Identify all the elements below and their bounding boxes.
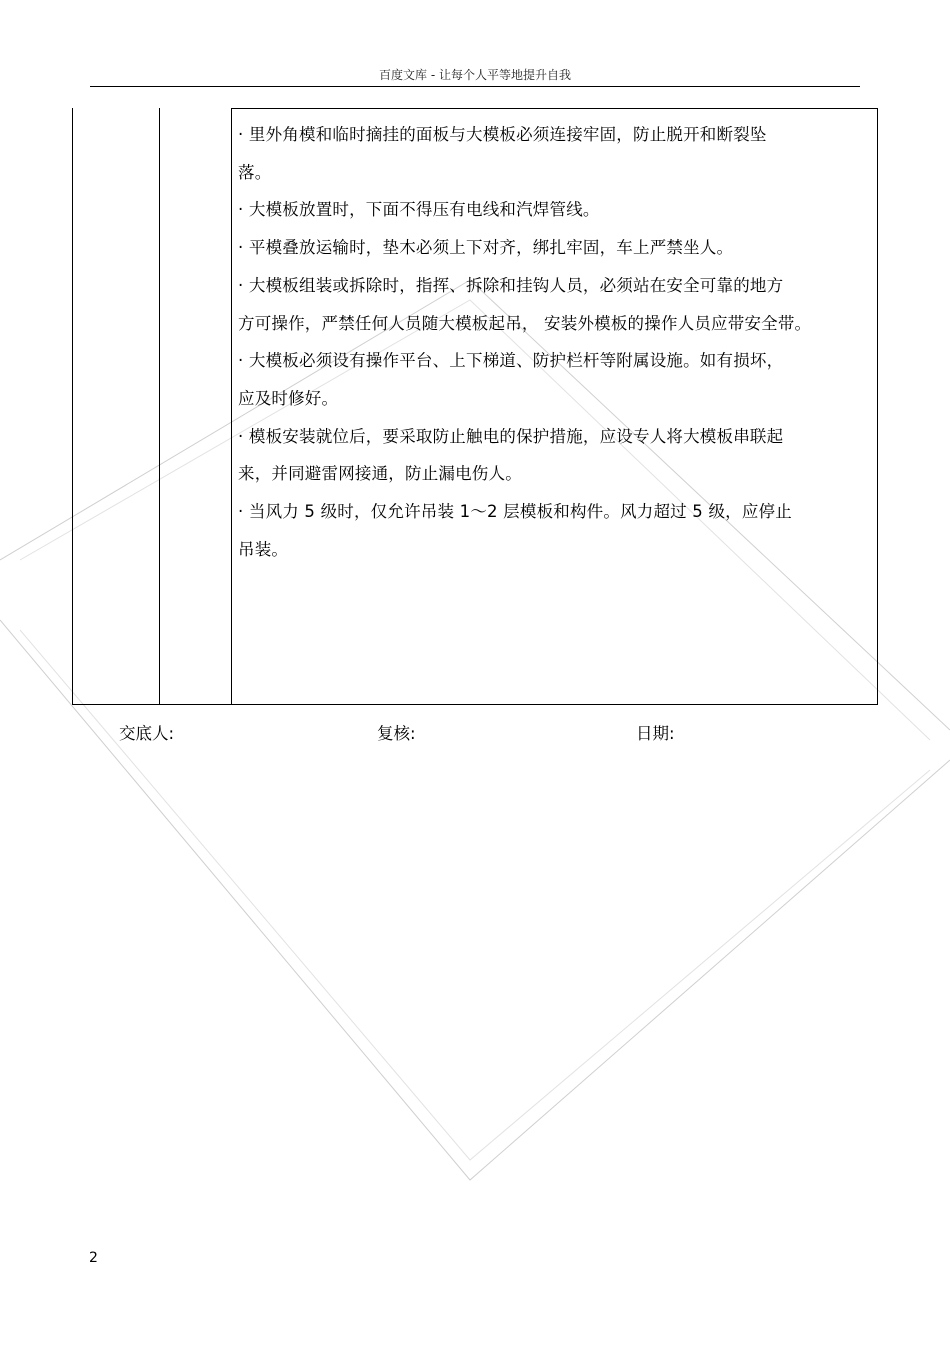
review-label: 复核: bbox=[377, 724, 416, 743]
content-line: · 当风力 5 级时，仅允许吊装 1～2 层模板和构件。风力超过 5 级，应停止 bbox=[238, 502, 792, 522]
safety-table bbox=[72, 108, 878, 705]
content-line: · 大模板组装或拆除时，指挥、拆除和挂钩人员，必须站在安全可靠的地方 bbox=[238, 275, 784, 295]
content-line: · 里外角模和临时摘挂的面板与大模板必须连接牢固，防止脱开和断裂坠 bbox=[238, 125, 767, 144]
content-line: · 平模叠放运输时，垫木必须上下对齐，绑扎牢固，车上严禁坐人。 bbox=[238, 238, 734, 258]
table-left-border bbox=[72, 108, 73, 704]
content-line: · 大模板放置时，下面不得压有电线和汽焊管线。 bbox=[238, 200, 600, 220]
page-header: 百度文库 - 让每个人平等地提升自我 bbox=[379, 68, 571, 82]
table-column-divider bbox=[159, 108, 160, 704]
safety-content-cell bbox=[231, 108, 878, 704]
date-label: 日期: bbox=[636, 724, 675, 743]
content-line: 吊装。 bbox=[238, 539, 289, 559]
content-line: 方可操作，严禁任何人员随大模板起吊， 安装外模板的操作人员应带安全带。 bbox=[238, 313, 812, 333]
header-divider bbox=[90, 86, 860, 87]
content-line: 应及时修好。 bbox=[238, 388, 339, 408]
page-number: 2 bbox=[89, 1250, 98, 1266]
content-line: · 模板安装就位后，要采取防止触电的保护措施，应设专人将大模板串联起 bbox=[238, 426, 784, 446]
content-line: · 大模板必须设有操作平台、上下梯道、防护栏杆等附属设施。如有损坏， bbox=[238, 351, 784, 371]
content-line: 来，并同避雷网接通，防止漏电伤人。 bbox=[238, 464, 522, 484]
handover-person-label: 交底人: bbox=[119, 724, 175, 743]
content-line: 落。 bbox=[238, 162, 272, 182]
